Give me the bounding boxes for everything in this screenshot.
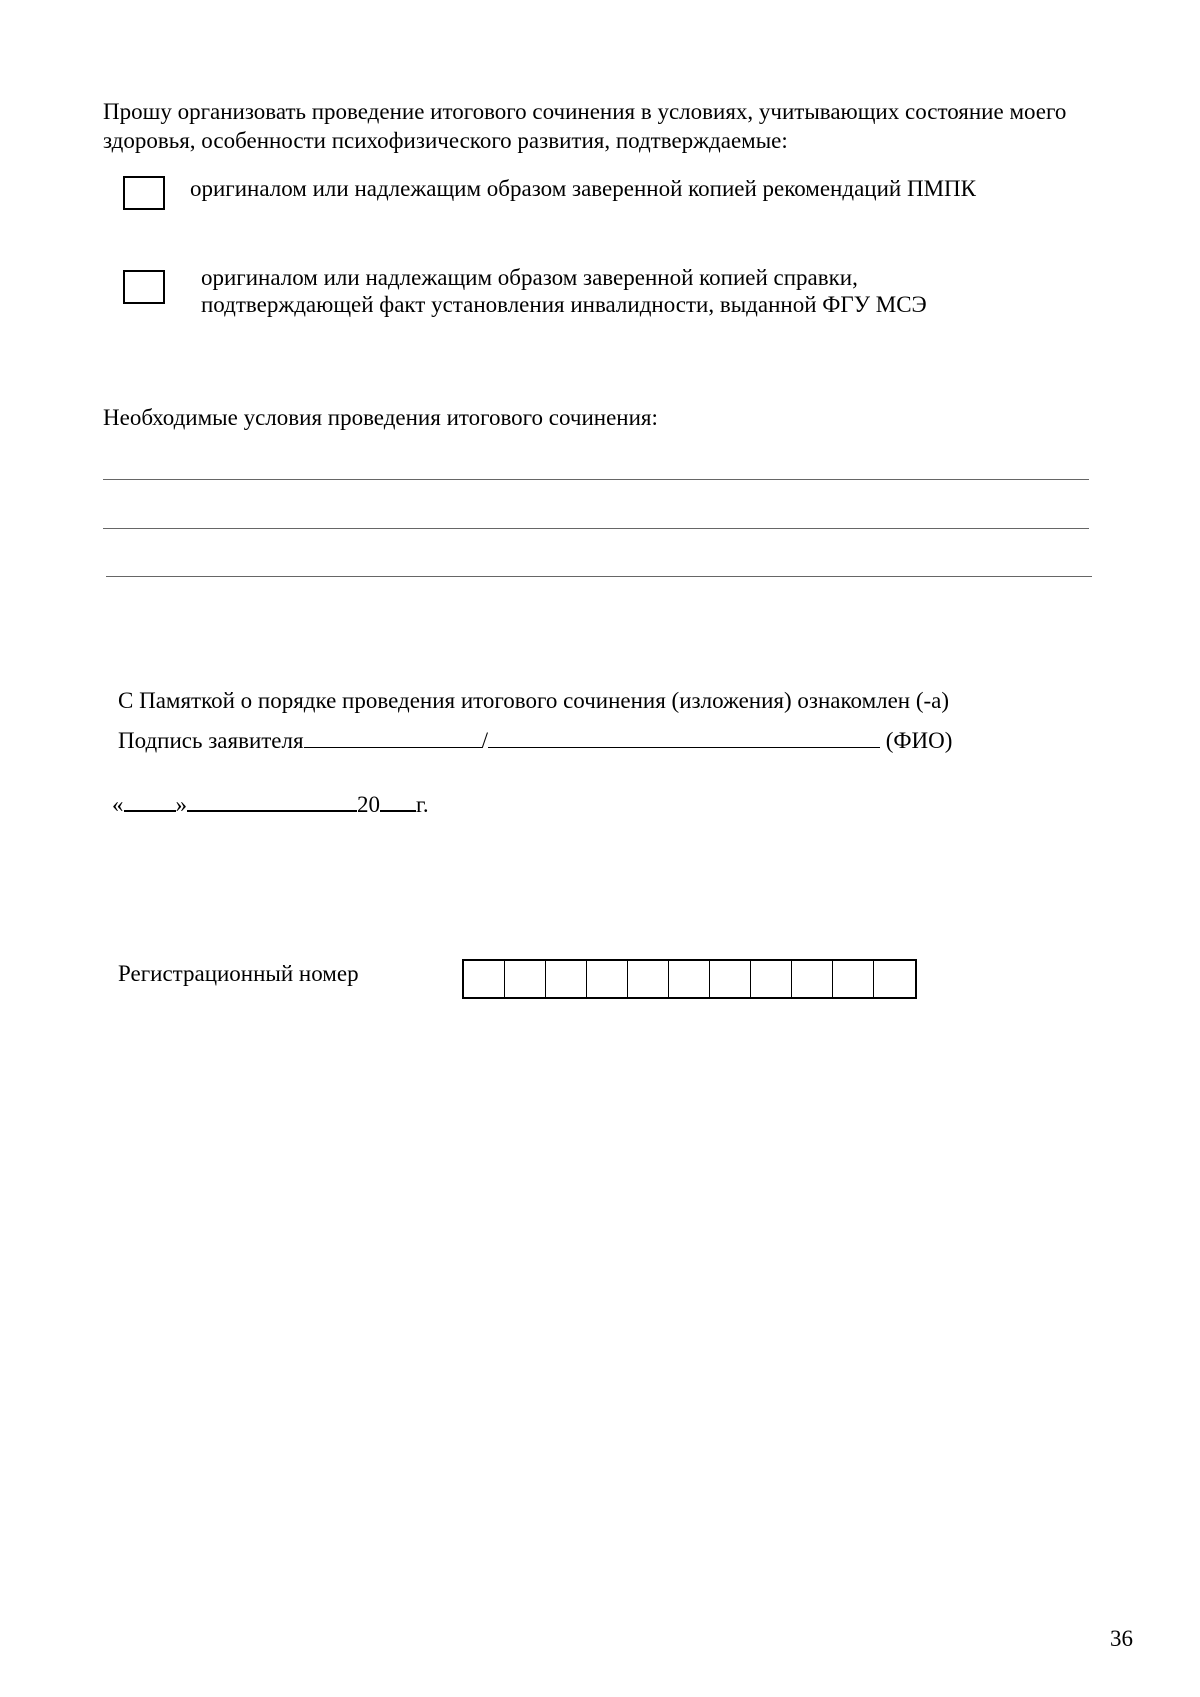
signature-blank[interactable]	[304, 727, 482, 748]
conditions-blank-line-3[interactable]	[106, 576, 1092, 577]
day-blank[interactable]	[124, 790, 176, 812]
registration-cell[interactable]	[505, 961, 546, 997]
conditions-blank-line-1[interactable]	[103, 479, 1089, 480]
registration-cell[interactable]	[628, 961, 669, 997]
registration-cell[interactable]	[874, 961, 915, 997]
fio-label: (ФИО)	[885, 728, 953, 753]
conditions-label: Необходимые условия проведения итогового сочинения:	[103, 405, 658, 430]
pmpk-checkbox[interactable]	[123, 176, 165, 210]
intro-line-1: Прошу организовать проведение итогового сочинения в условиях, учитывающих состояние моего	[103, 99, 1067, 124]
mse-option-text-line-2: подтверждающей факт установления инвалидности, выданной ФГУ МСЭ	[201, 292, 927, 317]
signature-label: Подпись заявителя	[118, 728, 304, 753]
year-blank[interactable]	[380, 790, 416, 812]
intro-line-2: здоровья, особенности психофизического развития, подтверждаемые:	[103, 127, 788, 153]
registration-number-cells[interactable]	[462, 959, 917, 999]
date-row	[112, 790, 429, 820]
century-label: 20	[357, 792, 380, 817]
memo-acknowledgement: С Памяткой о порядке проведения итогового сочинения (изложения) ознакомлен (-а)	[118, 688, 950, 713]
year-suffix: г.	[416, 792, 429, 817]
registration-cell[interactable]	[464, 961, 505, 997]
conditions-blank-line-2[interactable]	[103, 528, 1089, 529]
registration-label: Регистрационный номер	[118, 961, 359, 986]
registration-cell[interactable]	[546, 961, 587, 997]
registration-cell[interactable]	[751, 961, 792, 997]
registration-cell[interactable]	[710, 961, 751, 997]
signature-separator: /	[481, 728, 488, 753]
registration-cell[interactable]	[587, 961, 628, 997]
date-close-quote: »	[175, 792, 187, 817]
pmpk-option-text: оригиналом или надлежащим образом заверенной копией рекомендаций ПМПК	[190, 176, 976, 201]
signature-row	[118, 727, 952, 756]
date-open-quote: «	[112, 792, 124, 817]
registration-cell[interactable]	[669, 961, 710, 997]
registration-cell[interactable]	[833, 961, 874, 997]
mse-option-text-line-1: оригиналом или надлежащим образом заверенной копией справки,	[201, 265, 858, 290]
registration-cell[interactable]	[792, 961, 833, 997]
mse-checkbox[interactable]	[123, 270, 165, 304]
month-blank[interactable]	[187, 790, 357, 812]
page-number: 36	[1110, 1626, 1133, 1651]
intro-paragraph	[103, 98, 1143, 156]
fio-blank[interactable]	[488, 727, 880, 748]
